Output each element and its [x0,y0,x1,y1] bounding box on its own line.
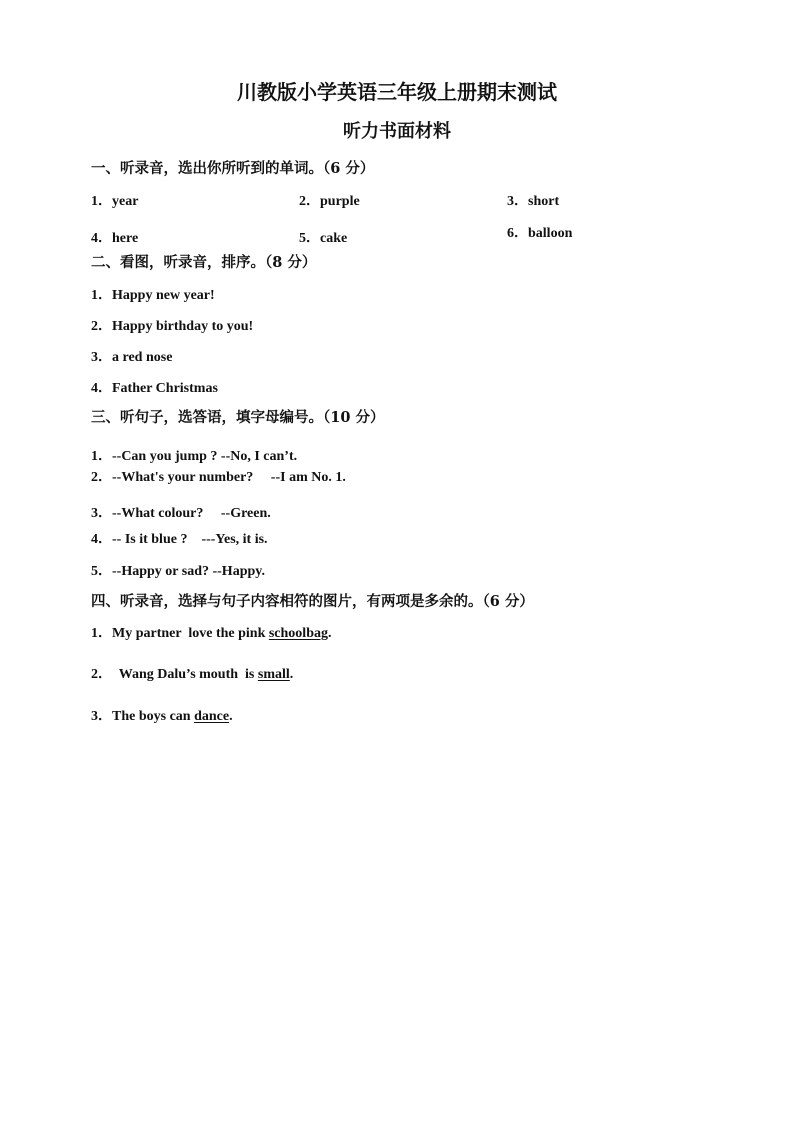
section-4-item [91,663,293,683]
section-1-item [299,227,347,247]
section-3-item [91,445,297,465]
item-number: 6． [507,226,528,241]
underlined-keyword: dance [194,709,230,724]
item-word: short [528,194,560,209]
document-subtitle: 听力书面材料 [343,121,451,142]
item-text: Father Christmas [112,381,218,396]
item-number: 3． [91,506,112,521]
item-text-end: . [289,667,294,682]
item-number: 2． [91,470,112,485]
item-text: Happy new year! [112,288,215,303]
item-number: 4． [91,231,112,246]
item-number: 2． [91,667,112,682]
section-4-item [91,705,233,725]
section-1-item [507,190,559,210]
section-1-item [507,222,572,242]
item-number: 5． [91,564,112,579]
item-number: 1． [91,288,112,303]
item-text: My partner love the pink [112,626,269,641]
section-4-item [91,622,331,642]
item-word: here [112,231,139,246]
item-number: 3． [91,709,112,724]
section-2-item [91,377,218,397]
item-number: 2． [91,319,112,334]
item-text: The boys can [112,709,195,724]
item-text: --What colour? --Green. [112,506,271,521]
item-number: 5． [299,231,320,246]
item-text: --Happy or sad? --Happy. [112,564,265,579]
underlined-keyword: schoolbag [268,626,328,641]
item-text-end: . [327,626,332,641]
item-number: 4． [91,381,112,396]
item-text: --What's your number? --I am No. 1. [112,470,346,485]
section-3-item [91,466,346,486]
item-number: 2． [299,194,320,209]
section-3-heading: 三、听句子，选答语，填字母编号。（10 分） [91,409,385,426]
section-1-heading: 一、听录音，选出你所听到的单词。（6 分） [91,160,375,177]
item-word: purple [320,194,360,209]
item-text: Happy birthday to you! [112,319,254,334]
section-2-item [91,284,215,304]
item-word: cake [320,231,348,246]
item-word: balloon [528,226,573,241]
item-number: 4． [91,532,112,547]
item-number: 1． [91,449,112,464]
item-text-end: . [229,709,233,724]
section-3-item [91,528,268,548]
section-2-heading: 二、看图，听录音，排序。（8 分） [91,254,317,271]
item-number: 1． [91,194,112,209]
section-4-heading: 四、听录音，选择与句子内容相符的图片，有两项是多余的。（6 分） [91,593,534,610]
item-number: 3． [91,350,112,365]
section-2-item [91,346,172,366]
section-1-item [91,190,138,210]
item-number: 1． [91,626,112,641]
item-text: Wang Dalu’s mouth is [112,667,258,682]
section-3-item [91,502,271,522]
item-word: year [112,194,139,209]
item-text: a red nose [112,350,173,365]
section-3-item [91,560,265,580]
item-text: --Can you jump ? --No, I can’t. [112,449,298,464]
underlined-keyword: small [257,667,290,682]
item-text: -- Is it blue ? ---Yes, it is. [112,532,268,547]
section-1-item [91,227,138,247]
section-2-item [91,315,253,335]
document-title: 川教版小学英语三年级上册期末测试 [237,80,557,104]
item-number: 3． [507,194,528,209]
section-1-item [299,190,360,210]
